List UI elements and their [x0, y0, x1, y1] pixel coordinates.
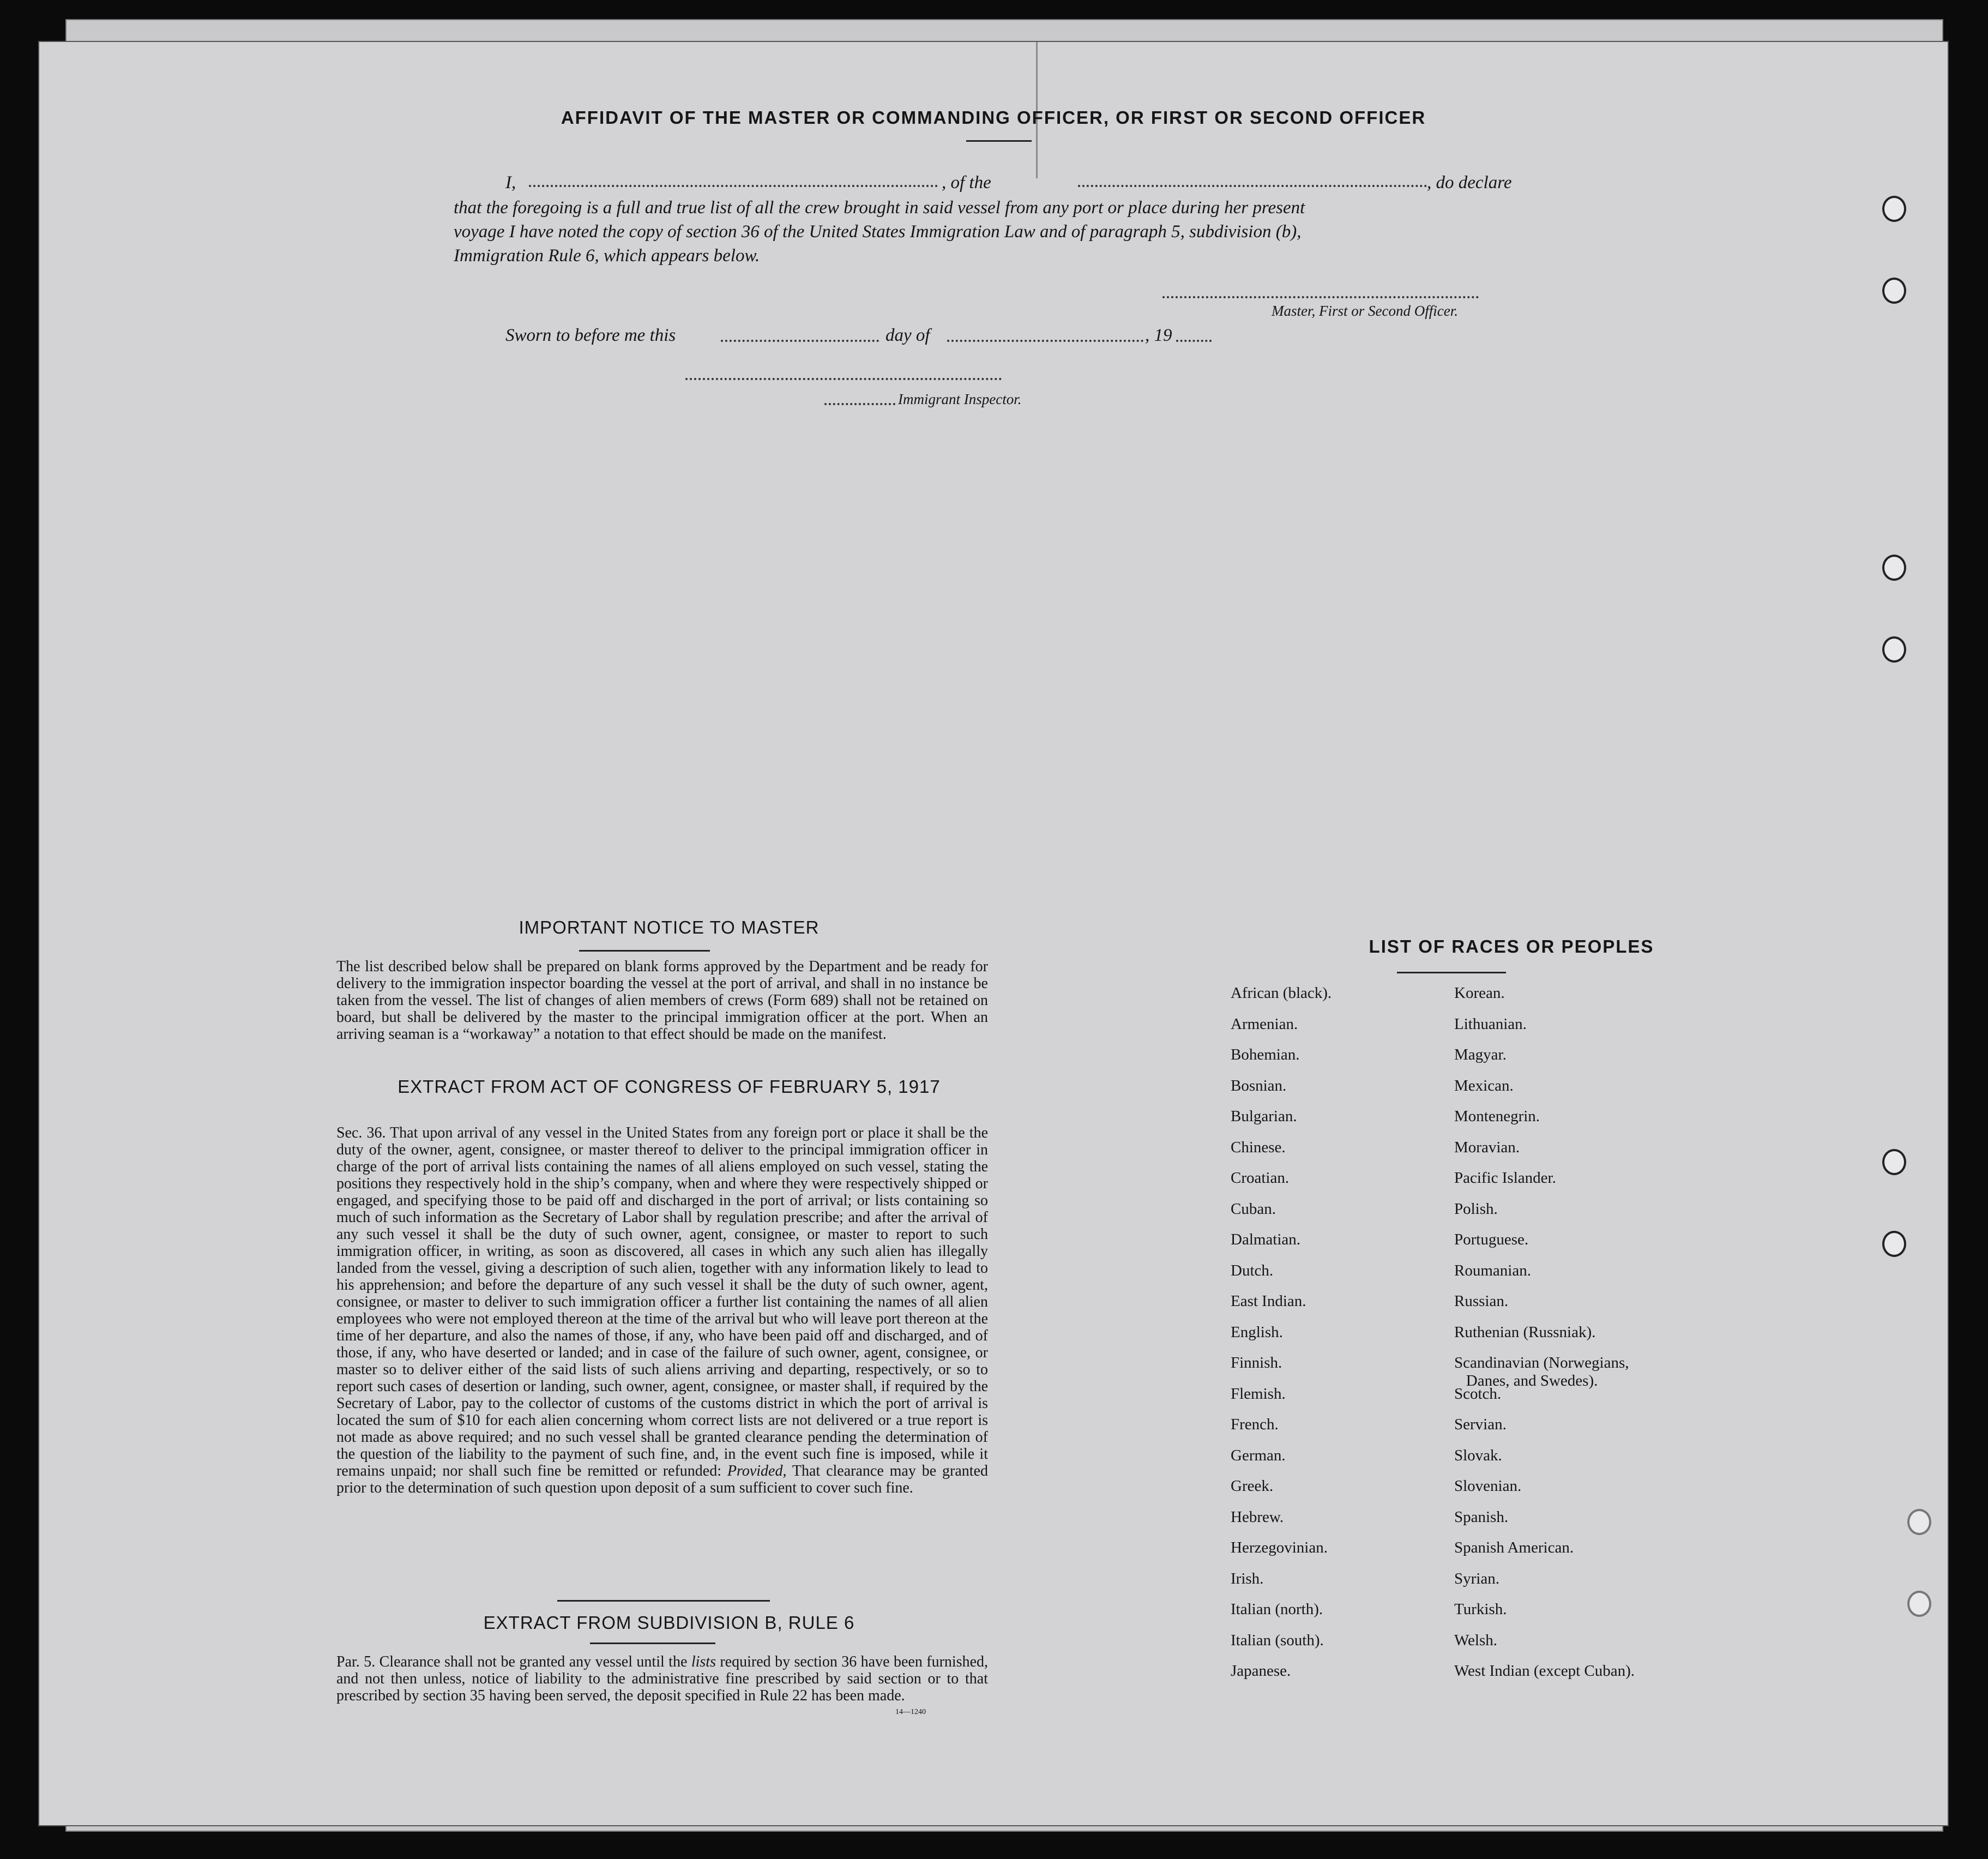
race-item: Pacific Islander.	[1454, 1169, 1556, 1187]
declarant-prefix: I,	[505, 173, 516, 192]
race-item: Polish.	[1454, 1200, 1498, 1218]
master-caption: Master, First or Second Officer.	[1272, 303, 1458, 319]
race-item: Slovak.	[1454, 1446, 1502, 1464]
race-item: Dutch.	[1231, 1261, 1274, 1279]
race-item: Montenegrin.	[1454, 1108, 1540, 1125]
race-item: Welsh.	[1454, 1631, 1498, 1649]
race-item: Herzegovinian.	[1231, 1539, 1328, 1556]
inspector-caption: Immigrant Inspector.	[898, 391, 1022, 407]
races-column-1	[1231, 984, 1332, 1693]
race-item: Slovenian.	[1454, 1477, 1522, 1495]
race-item: Portuguese.	[1454, 1231, 1529, 1248]
race-item: Bohemian.	[1231, 1046, 1300, 1063]
race-item: Chinese.	[1231, 1138, 1286, 1156]
rule-text-b: required by section 36 have been furnished, and not then unless, notice of liability to the administrative fine prescribed by said section or to that prescribed by section 35 having been served, the deposit specified in Rule 22 has been made.	[336, 1653, 988, 1704]
race-item: Ruthenian (Russniak).	[1454, 1323, 1596, 1341]
rule-text-a: Par. 5. Clearance shall not be granted any vessel until the	[336, 1653, 691, 1670]
notice-text: The list described below shall be prepared on blank forms approved by the Department and be ready for delivery to the immigration inspector boarding the vessel at the port of arrival, and shall in no instance be taken from the vessel. The list of changes of alien members of crews (Form 689) shall not be retained on board, but shall be delivered by the master to the principal immigration officer at the port. When an arriving seaman is a “workaway” a notation to that effect should be made on the manifest.	[336, 958, 988, 1043]
race-item: Lithuanian.	[1454, 1015, 1527, 1033]
race-item: Finnish.	[1231, 1354, 1282, 1371]
race-item: Bosnian.	[1231, 1076, 1287, 1094]
race-item: Greek.	[1231, 1477, 1274, 1495]
notice-title: IMPORTANT NOTICE TO MASTER	[519, 917, 820, 937]
binder-hole-icon	[1882, 555, 1906, 581]
title-rule	[966, 140, 1032, 142]
binder-hole-icon	[1907, 1509, 1931, 1535]
act-text	[336, 1124, 988, 1496]
race-item: Japanese.	[1231, 1662, 1291, 1680]
race-item: Syrian.	[1454, 1569, 1499, 1587]
sworn-year: , 19	[1145, 326, 1172, 345]
declarant-name-field[interactable]	[529, 185, 938, 187]
race-item: Magyar.	[1454, 1046, 1507, 1063]
sworn-day-of: day of	[885, 326, 930, 345]
races-rule	[1397, 972, 1506, 973]
race-item: Russian.	[1454, 1292, 1509, 1310]
race-item: Servian.	[1454, 1416, 1507, 1433]
notice-rule	[579, 950, 710, 952]
race-item: African (black).	[1231, 984, 1332, 1002]
race-item: Spanish.	[1454, 1508, 1509, 1526]
race-item: Mexican.	[1454, 1076, 1514, 1094]
sworn-prefix: Sworn to before me this	[505, 326, 676, 345]
race-item: Italian (north).	[1231, 1601, 1323, 1618]
inspector-prefix-dots	[824, 403, 895, 405]
act-proviso: Provided,	[727, 1463, 787, 1479]
rule-text	[336, 1653, 988, 1704]
inspector-signature-field[interactable]	[685, 378, 1002, 380]
race-item: Moravian.	[1454, 1138, 1520, 1156]
binder-hole-icon	[1882, 1149, 1906, 1175]
rule-lists: lists	[691, 1653, 716, 1670]
race-item: Bulgarian.	[1231, 1108, 1297, 1125]
form-number: 14—1240	[895, 1708, 926, 1716]
act-text-end: That clearance may be granted prior to the determination of such question upon deposit of a sum sufficient to cover such fine.	[336, 1463, 989, 1496]
binder-hole-icon	[1882, 1231, 1906, 1257]
affidavit-title: AFFIDAVIT OF THE MASTER OR COMMANDING OFFICER, OR FIRST OR SECOND OFFICER	[561, 107, 1426, 128]
race-item: Korean.	[1454, 984, 1505, 1002]
document-page	[38, 41, 1949, 1826]
race-item: Flemish.	[1231, 1385, 1286, 1403]
race-item: Italian (south).	[1231, 1631, 1324, 1649]
of-the-text: , of the	[942, 173, 991, 192]
binder-hole-icon	[1882, 278, 1906, 304]
binder-hole-icon	[1882, 636, 1906, 663]
race-item: English.	[1231, 1323, 1283, 1341]
race-item: Croatian.	[1231, 1169, 1290, 1187]
race-item: Roumanian.	[1454, 1261, 1531, 1279]
race-item: Dalmatian.	[1231, 1231, 1301, 1248]
races-title: LIST OF RACES OR PEOPLES	[1369, 936, 1654, 956]
rule-rule	[590, 1643, 715, 1644]
race-item: Armenian.	[1231, 1015, 1298, 1033]
do-declare-text: , do declare	[1427, 173, 1512, 192]
affidavit-line-2: that the foregoing is a full and true list of all the crew brought in said vessel from any port or place during her present	[454, 198, 1305, 218]
affidavit-line-3: voyage I have noted the copy of section 36 of the United States Immigration Law and of paragraph 5, subdivision (b),	[454, 222, 1302, 242]
act-rule	[557, 1600, 770, 1602]
act-title: EXTRACT FROM ACT OF CONGRESS OF FEBRUARY 5, 1917	[397, 1076, 941, 1097]
race-item: German.	[1231, 1446, 1286, 1464]
race-item: East Indian.	[1231, 1292, 1306, 1310]
act-text-main: Sec. 36. That upon arrival of any vessel in the United States from any foreign port or place it shall be the duty of the owner, agent, consignee, or master thereof to deliver to the principal immigration officer in charge of the port of arrival lists containing the names of all aliens employed on such vessel, stating the positions they respectively hold in the ship’s company, when and where they were respectively shipped or engaged, and specifying those to be paid off and discharged in the port of arrival; or lists containing so much of such information as the Secretary of Labor shall by regulation prescribe; and after the arrival of any such vessel it shall be the duty of such owner, agent, consignee, or master to report to such immigration officer, in writing, as soon as discovered, all cases in which any such alien has illegally landed from the vessel, giving a description of such alien, together with any information likely to lead to his apprehension; and before the departure of any such vessel it shall be the duty of such owner, agent, consignee, or master to deliver to such immigration officer a further list containing the names of all alien employees who were not employed thereon at the time of the arrival but who will leave port thereon at the time of her departure, and also the names of those, if any, who have been paid off and discharged, and of those, if any, who have deserted or landed; and in case of the failure of such owner, agent, consignee, or master so to deliver either of the said lists of such aliens arriving and departing, respectively, or so to report such cases of desertion or landing, such owner, agent, consignee, or master shall, if required by the Secretary of Labor, pay to the collector of customs of the customs district in which the port of arrival is located the sum of $10 for each alien concerning whom correct lists are not delivered or a true report is not made as above required; and no such vessel shall be granted clearance pending the determination of the question of the liability to the payment of such fine, and, in the event such fine is imposed, while it remains unpaid; nor shall such fine be remitted or refunded:	[336, 1124, 988, 1479]
race-item: Spanish American.	[1454, 1539, 1574, 1556]
race-item: Cuban.	[1231, 1200, 1276, 1218]
affidavit-line-4: Immigration Rule 6, which appears below.	[454, 246, 760, 266]
binder-hole-icon	[1907, 1591, 1931, 1617]
race-item: Scandinavian (Norwegians, Danes, and Swedes).	[1454, 1354, 1629, 1389]
race-item: French.	[1231, 1416, 1279, 1433]
sworn-day-field[interactable]	[721, 340, 879, 342]
race-item: Irish.	[1231, 1569, 1264, 1587]
races-column-2	[1454, 984, 1635, 1693]
race-item: Turkish.	[1454, 1601, 1507, 1618]
race-item: Hebrew.	[1231, 1508, 1284, 1526]
master-signature-field[interactable]	[1162, 296, 1479, 298]
binder-hole-icon	[1882, 196, 1906, 222]
affidavit-line-1	[505, 173, 516, 193]
race-item: Scotch.	[1454, 1385, 1502, 1403]
rule-title: EXTRACT FROM SUBDIVISION B, RULE 6	[483, 1613, 855, 1633]
sworn-month-field[interactable]	[947, 340, 1143, 342]
race-item: West Indian (except Cuban).	[1454, 1662, 1635, 1680]
sworn-year-field[interactable]	[1176, 340, 1212, 342]
vessel-name-field[interactable]	[1078, 185, 1427, 187]
